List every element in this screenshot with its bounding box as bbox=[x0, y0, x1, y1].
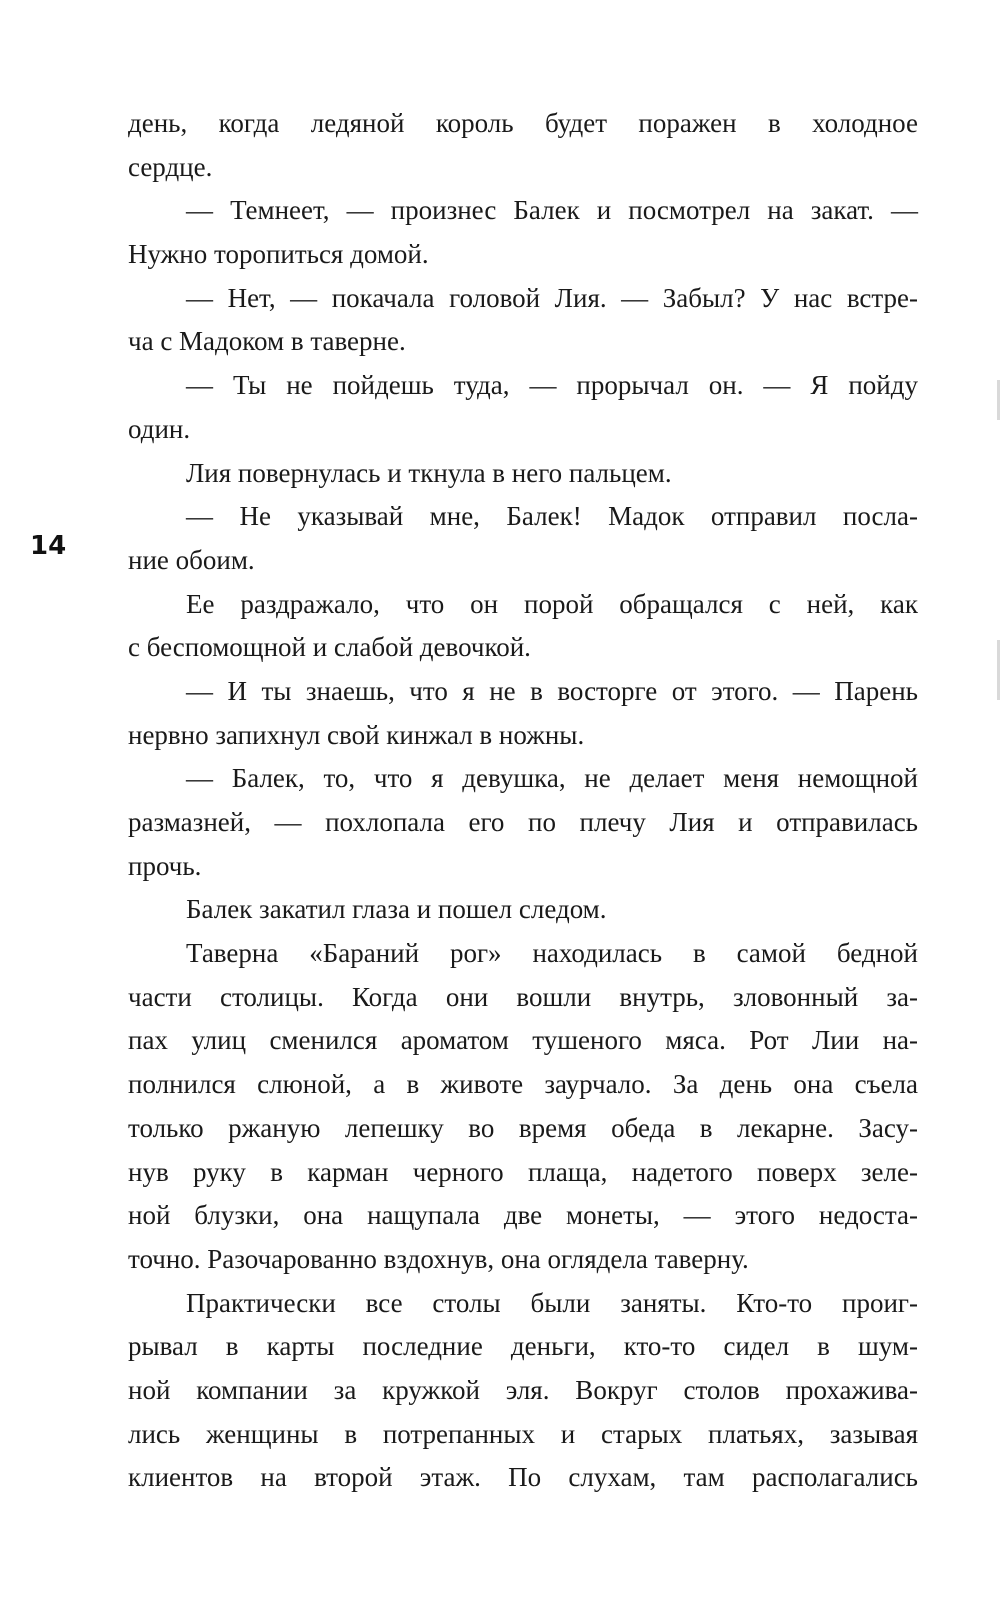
text-line: — Не указывай мне, Балек! Мадок отправил посла- bbox=[186, 501, 918, 532]
text-line: ние обоим. bbox=[128, 544, 255, 575]
text-line: день, когда ледяной король будет поражен в холодное bbox=[128, 108, 918, 138]
text-line: Ее раздражало, что он порой обращался с ней, как bbox=[186, 588, 918, 619]
text-line: размазней, — похлопала его по плечу Лия и отправилась bbox=[128, 807, 918, 837]
text-line: Лия повернулась и ткнула в него пальцем. bbox=[186, 457, 672, 488]
text-line: один. bbox=[128, 413, 191, 444]
text-line: сердце. bbox=[128, 151, 213, 182]
text-line: — Темнеет, — произнес Балек и посмотрел на закат. — bbox=[186, 195, 918, 226]
text-line: рывал в карты последние деньги, кто-то сидел в шум- bbox=[128, 1331, 918, 1362]
text-line: — Балек, то, что я девушка, не делает меня немощной bbox=[186, 763, 918, 794]
text-line: лись женщины в потрепанных и старых платьях, зазывая bbox=[128, 1418, 918, 1449]
text-line: прочь. bbox=[128, 850, 202, 881]
text-line: Нужно торопиться домой. bbox=[128, 239, 429, 270]
text-line: клиентов на второй этаж. По слухам, там располагались bbox=[128, 1462, 918, 1493]
text-line: Практически все столы были заняты. Кто-то проиг- bbox=[186, 1287, 918, 1318]
text-line: с беспомощной и слабой девочкой. bbox=[128, 632, 531, 663]
text-line: полнился слюной, а в животе заурчало. За день она съела bbox=[128, 1069, 918, 1100]
text-line: — И ты знаешь, что я не в восторге от этого. — Парень bbox=[186, 675, 918, 706]
page-number: 14 bbox=[30, 531, 67, 561]
text-line: Балек закатил глаза и пошел следом. bbox=[186, 894, 607, 925]
text-line: части столицы. Когда они вошли внутрь, зловонный за- bbox=[128, 981, 918, 1012]
text-line: Таверна «Бараний рог» находилась в самой бедной bbox=[186, 938, 918, 969]
text-line: только ржаную лепешку во время обеда в лекарне. Засу- bbox=[128, 1112, 918, 1143]
text-line: — Нет, — покачала головой Лия. — Забыл? У нас встре- bbox=[186, 282, 918, 313]
text-line: ной компании за кружкой эля. Вокруг столов прохажива- bbox=[128, 1374, 918, 1405]
text-line: точно. Разочарованно вздохнув, она оглядела таверну. bbox=[128, 1243, 749, 1274]
text-line: ча с Мадоком в таверне. bbox=[128, 326, 406, 357]
text-line: нув руку в карман черного плаща, надетого поверх зеле- bbox=[128, 1156, 918, 1187]
text-line: нервно запихнул свой кинжал в ножны. bbox=[128, 719, 585, 750]
text-line: пах улиц сменился ароматом тушеного мяса. Рот Лии на- bbox=[128, 1025, 918, 1056]
body-text bbox=[128, 102, 918, 1500]
text-line: ной блузки, она нащупала две монеты, — этого недоста- bbox=[128, 1200, 918, 1231]
text-line: — Ты не пойдешь туда, — прорычал он. — Я пойду bbox=[186, 370, 918, 401]
